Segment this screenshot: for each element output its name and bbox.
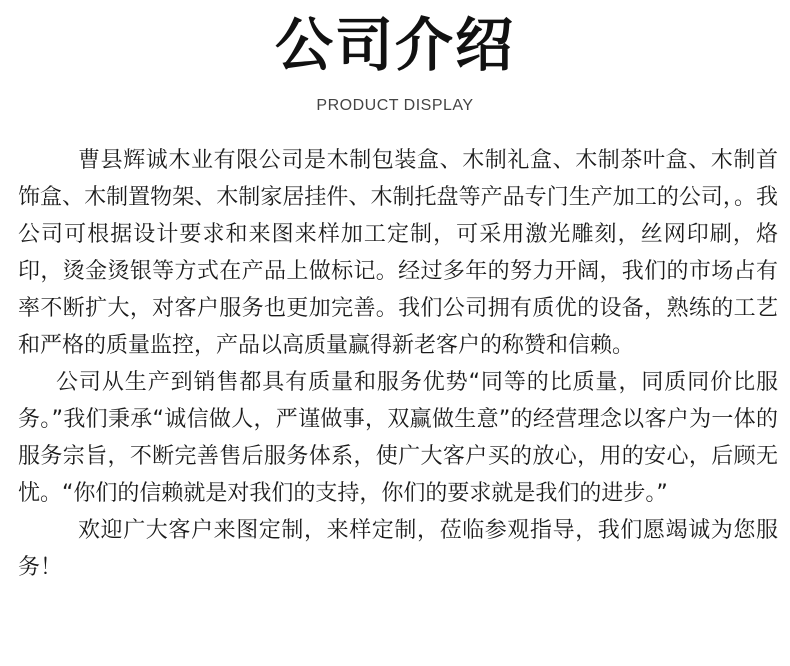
intro-paragraph-3: 欢迎广大客户来图定制，来样定制，莅临参观指导，我们愿竭诚为您服务！ (18, 518, 778, 580)
intro-paragraph-2: 公司从生产到销售都具有质量和服务优势“同等的比质量，同质同价比服务。”我们秉承“诚信做人，严谨做事，双赢做生意”的经营理念以客户为一体的服务宗旨，不断完善售后服务体系，使广大客户买的放心，用的安心，后顾无忧。“你们的信赖就是对我们的支持，你们的要求就是我们的进步。” (18, 370, 778, 506)
intro-paragraph-1: 曹县辉诚木业有限公司是木制包装盒、木制礼盒、木制茶叶盒、木制首饰盒、木制置物架、木制家居挂件、木制托盘等产品专门生产加工的公司，。我公司可根据设计要求和来图来样加工定制，可采用激光雕刻，丝网印刷，烙印，烫金烫银等方式在产品上做标记。经过多年的努力开阔，我们的市场占有率不断扩大，对客户服务也更加完善。我们公司拥有质优的设备，熟练的工艺和严格的质量监控，产品以高质量赢得新老客户的称赞和信赖。 (18, 148, 778, 358)
page-subtitle: PRODUCT DISPLAY (316, 97, 474, 114)
intro-body (18, 142, 778, 586)
page-title: 公司介绍 (274, 11, 515, 79)
